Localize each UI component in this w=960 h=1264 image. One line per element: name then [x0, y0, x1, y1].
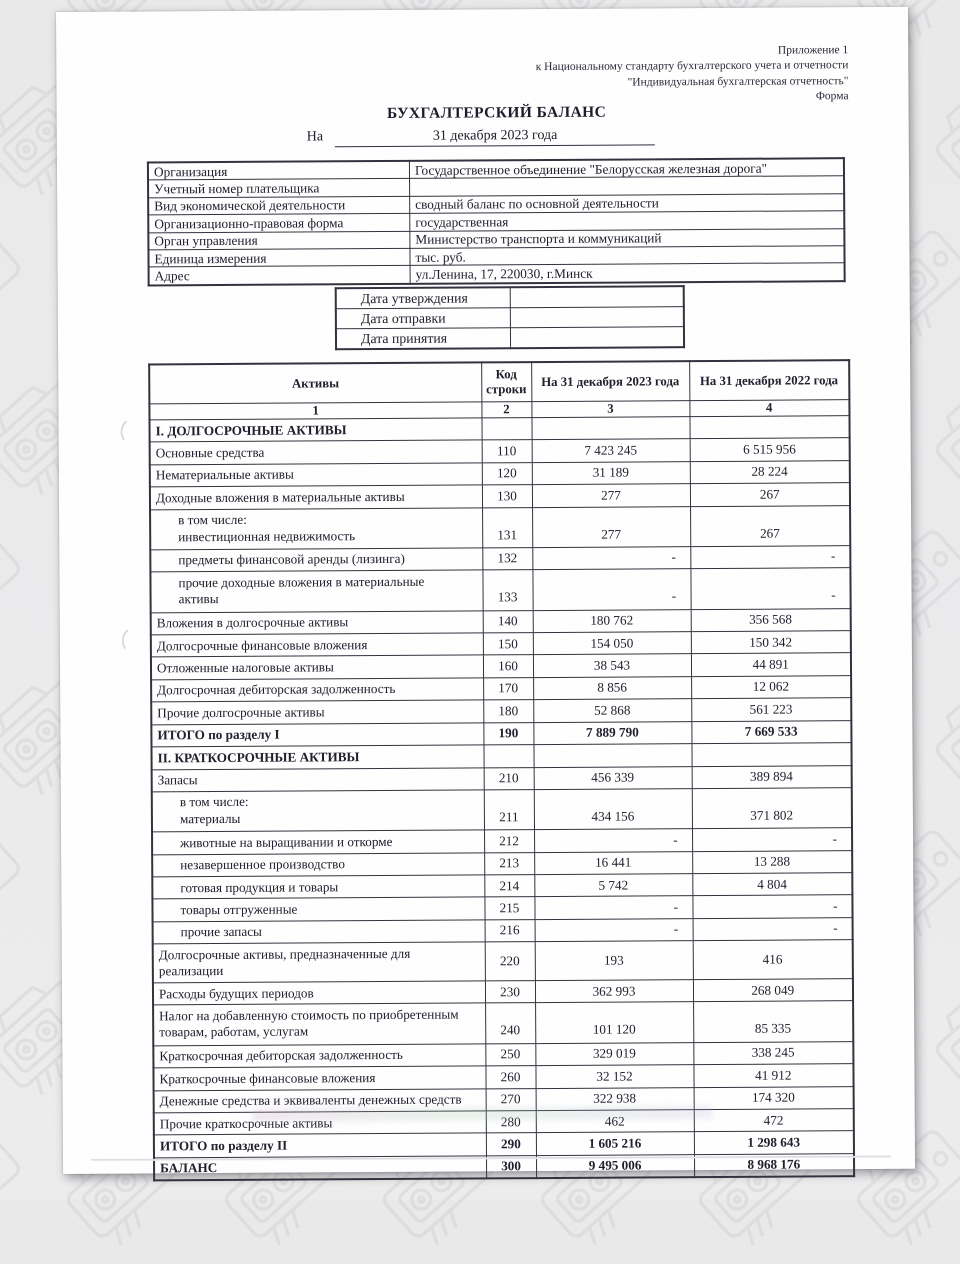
asset-row-value-2022: 28 224 [690, 460, 850, 483]
asset-row-label: Долгосрочная дебиторская задолженность [151, 678, 483, 702]
asset-row-value-2023: - [534, 896, 692, 919]
asset-row-label: Налог на добавленную стоимость по приобретенным товарам, работам, услугам [153, 1003, 485, 1045]
asset-row-code: 180 [483, 700, 533, 723]
asset-row-value-2022: 472 [694, 1109, 854, 1132]
asset-row-value-2022: - [693, 917, 853, 940]
cassette-recorder-pattern-icon [0, 501, 45, 663]
asset-row-label: ИТОГО по разделу II [154, 1133, 486, 1157]
form-reference-line: Форма [815, 90, 849, 103]
asset-row-label: Вложения в долгосрочные активы [151, 611, 483, 635]
asset-row-label: в том числе: инвестиционная недвижимость [150, 508, 482, 550]
asset-row-value-2022: - [690, 568, 850, 609]
org-info-value: тыс. руб. [410, 246, 845, 266]
asset-row-value-2022: 268 049 [693, 979, 853, 1002]
asset-row-label: Отложенные налоговые активы [151, 655, 483, 679]
asset-row-label: готовая продукция и товары [152, 875, 484, 899]
asset-row-value-2023: 32 152 [535, 1065, 693, 1088]
asset-row-value-2023: 16 441 [534, 851, 692, 874]
asset-row-value-2023: 1 605 216 [536, 1132, 694, 1155]
report-date: 31 декабря 2023 года [335, 127, 655, 147]
asset-row-value-2022: 8 968 176 [694, 1153, 854, 1177]
asset-row-code: 216 [485, 919, 535, 942]
asset-row-label: ИТОГО по разделу I [151, 723, 483, 747]
asset-row-code: 150 [483, 633, 533, 656]
asset-row-label: Запасы [152, 767, 484, 791]
asset-row-value-2022: 416 [693, 940, 853, 980]
org-info-row [149, 263, 845, 285]
asset-row-label: II. КРАТКОСРОЧНЫЕ АКТИВЫ [151, 745, 483, 769]
asset-row-value-2023: - [534, 829, 692, 852]
asset-row-code: 260 [485, 1066, 535, 1089]
asset-row-code: 130 [482, 485, 532, 508]
asset-row-value-2023: 38 543 [533, 654, 691, 677]
asset-row-code: 133 [482, 570, 532, 611]
asset-row-value-2022: 267 [690, 505, 850, 546]
asset-row-value-2022: 356 568 [691, 608, 851, 631]
asset-row-value-2023: - [532, 569, 690, 610]
asset-row-value-2022: - [692, 828, 852, 851]
asset-row-value-2023: 362 993 [535, 980, 693, 1003]
page-title: БУХГАЛТЕРСКИЙ БАЛАНС [386, 103, 607, 122]
org-info-label: Организационно-правовая форма [148, 214, 410, 233]
asset-row-code [483, 745, 533, 768]
asset-row-value-2023: 7 889 790 [533, 721, 691, 744]
asset-row-label: Прочие долгосрочные активы [151, 700, 483, 724]
scan-artifact-arc [119, 416, 148, 447]
asset-row-label: Краткосрочная дебиторская задолженность [153, 1044, 485, 1068]
asset-row-value-2023: 31 189 [532, 461, 690, 484]
asset-row-value-2022: 12 062 [691, 676, 851, 699]
scanned-document-page [56, 7, 915, 1174]
date-row-value [510, 307, 684, 328]
asset-row-code: 214 [484, 875, 534, 898]
form-reference-note [268, 43, 848, 108]
column-number: 4 [689, 400, 849, 417]
asset-row-value-2022: 44 891 [691, 653, 851, 676]
asset-row-value-2023: 277 [532, 484, 690, 507]
asset-row-code [481, 418, 531, 441]
assets-header-activy: Активы [149, 362, 481, 404]
asset-row-value-2022: 338 245 [693, 1041, 853, 1064]
org-info-label: Орган управления [148, 231, 410, 250]
asset-row-code: 140 [483, 610, 533, 633]
asset-row-value-2023: 52 868 [533, 699, 691, 722]
date-prefix: На [306, 129, 324, 145]
asset-row-value-2022 [689, 416, 849, 439]
asset-row-value-2023: 7 423 245 [532, 439, 690, 462]
asset-row-code: 211 [484, 790, 534, 831]
asset-row-code: 132 [482, 548, 532, 571]
asset-row-value-2023: 9 495 006 [536, 1154, 694, 1178]
assets-header-row [149, 360, 849, 404]
date-row-value [510, 327, 684, 349]
org-info-label: Адрес [149, 266, 411, 285]
scan-artifact-arc [120, 625, 149, 656]
org-info-value: Министерство транспорта и коммуникаций [410, 228, 845, 248]
column-number: 1 [149, 402, 481, 420]
cassette-recorder-pattern-icon [908, 651, 960, 813]
org-info-label: Учетный номер плательщика [148, 179, 410, 198]
date-row-label: Дата принятия [336, 328, 511, 350]
table-row [153, 940, 853, 983]
asset-row-value-2023: 193 [535, 941, 693, 981]
asset-row-value-2023: 8 856 [533, 677, 691, 700]
date-row-value [510, 286, 684, 308]
asset-row-value-2022: 150 342 [691, 631, 851, 654]
asset-row-value-2023: 434 156 [534, 789, 692, 830]
asset-row-code: 160 [483, 655, 533, 678]
form-reference-line: "Индивидуальная бухгалтерская отчетность" [627, 74, 849, 89]
asset-row-value-2023: - [532, 547, 690, 570]
asset-row-label: предметы финансовой аренды (лизинга) [150, 548, 482, 572]
asset-row-value-2022: 85 335 [693, 1001, 853, 1042]
org-info-label: Организация [148, 161, 410, 180]
asset-row-value-2022: 7 669 533 [691, 720, 851, 743]
asset-row-code: 290 [486, 1133, 536, 1156]
asset-row-code: 131 [482, 507, 532, 548]
cassette-recorder-pattern-icon [0, 801, 45, 963]
asset-row-code: 230 [485, 981, 535, 1004]
asset-row-value-2022: - [692, 895, 852, 918]
date-row [336, 286, 684, 309]
asset-row-code: 210 [484, 767, 534, 790]
cassette-recorder-pattern-icon [0, 0, 45, 64]
assets-table [148, 359, 855, 1181]
asset-row-code: 170 [483, 677, 533, 700]
asset-row-label: животные на выращивании и откорме [152, 830, 484, 854]
asset-row-label: Долгосрочные финансовые вложения [151, 633, 483, 657]
asset-row-value-2022: 389 894 [692, 765, 852, 788]
asset-row-value-2022: 371 802 [692, 788, 852, 829]
asset-row-code: 190 [483, 722, 533, 745]
asset-row-label: прочие запасы [153, 920, 485, 944]
asset-row-value-2023: 329 019 [535, 1042, 693, 1065]
asset-row-code: 220 [485, 942, 535, 981]
asset-row-value-2023: 180 762 [533, 609, 691, 632]
asset-row-value-2023: 154 050 [533, 632, 691, 655]
assets-header-code: Код строки [481, 362, 531, 402]
asset-row-label: Денежные средства и эквиваленты денежных средств [154, 1088, 486, 1112]
asset-row-label: Прочие краткосрочные активы [154, 1111, 486, 1135]
asset-row-value-2023: 277 [532, 506, 690, 547]
asset-row-code: 212 [484, 830, 534, 853]
asset-row-value-2023: 462 [536, 1110, 694, 1133]
asset-row-value-2022 [691, 743, 851, 766]
date-row [336, 327, 684, 350]
dates-table [335, 285, 685, 350]
table-row [152, 788, 852, 833]
asset-row-label: прочие доходные вложения в материальные активы [150, 570, 482, 612]
asset-row-code: 215 [484, 897, 534, 920]
asset-row-value-2023: 101 120 [535, 1002, 693, 1043]
assets-table-body [149, 416, 854, 1181]
asset-row-value-2022: 174 320 [694, 1086, 854, 1109]
table-row [153, 1001, 853, 1046]
asset-row-label: Основные средства [150, 440, 482, 464]
asset-row-code: 110 [482, 440, 532, 463]
column-number: 2 [481, 402, 531, 418]
asset-row-label: Нематериальные активы [150, 463, 482, 487]
org-info-value: Государственное объединение "Белорусская железная дорога" [409, 158, 844, 179]
org-info-value: сводный баланс по основной деятельности [410, 193, 845, 213]
asset-row-code: 240 [485, 1003, 535, 1044]
asset-row-value-2023: 5 742 [534, 874, 692, 897]
asset-row-label: Доходные вложения в материальные активы [150, 485, 482, 509]
report-date-line [147, 126, 847, 148]
asset-row-value-2022: 41 912 [693, 1064, 853, 1087]
table-row [150, 568, 850, 613]
asset-row-label: товары отгруженные [152, 897, 484, 921]
date-row-label: Дата отправки [336, 308, 511, 329]
cassette-recorder-pattern-icon [0, 201, 45, 363]
column-number: 3 [531, 401, 689, 418]
assets-header-2023: На 31 декабря 2023 года [531, 361, 689, 401]
asset-row-label: Долгосрочные активы, предназначенные для реализации [153, 942, 485, 983]
asset-row-value-2022: 4 804 [692, 873, 852, 896]
asset-row-value-2022: - [690, 546, 850, 569]
asset-row-value-2022: 13 288 [692, 850, 852, 873]
asset-row-label: Краткосрочные финансовые вложения [153, 1066, 485, 1090]
organization-info-table [147, 157, 846, 286]
asset-row-value-2022: 561 223 [691, 698, 851, 721]
asset-row-value-2023: 322 938 [536, 1087, 694, 1110]
table-row [150, 505, 850, 550]
org-info-label: Единица измерения [148, 248, 410, 267]
cassette-recorder-pattern-icon [908, 951, 960, 1113]
cassette-recorder-pattern-icon [0, 1101, 45, 1263]
cassette-recorder-pattern-icon [908, 351, 960, 513]
org-info-value: ул.Ленина, 17, 220030, г.Минск [410, 263, 845, 284]
asset-row-code: 300 [486, 1155, 536, 1178]
asset-row-value-2022: 6 515 956 [690, 438, 850, 461]
asset-row-value-2023 [531, 417, 689, 440]
date-row [336, 307, 684, 329]
org-info-label: Вид экономической деятельности [148, 196, 410, 215]
asset-row-code: 120 [482, 462, 532, 485]
asset-row-value-2023: - [535, 918, 693, 941]
asset-row-label: Расходы будущих периодов [153, 981, 485, 1005]
asset-row-value-2023: 456 339 [534, 766, 692, 789]
asset-row-code: 213 [484, 852, 534, 875]
asset-row-label: незавершенное производство [152, 853, 484, 877]
asset-row-value-2022: 267 [690, 483, 850, 506]
org-info-value: государственная [410, 211, 845, 231]
asset-row-label: в том числе: материалы [152, 790, 484, 832]
form-reference-line: к Национальному стандарту бухгалтерского учета и отчетности [535, 59, 849, 74]
asset-row-code: 270 [486, 1088, 536, 1111]
assets-header-2022: На 31 декабря 2022 года [689, 360, 849, 400]
asset-row-label: БАЛАНС [154, 1156, 486, 1181]
form-reference-line: Приложение 1 [777, 44, 849, 57]
asset-row-code: 250 [485, 1043, 535, 1066]
asset-row-code: 280 [486, 1111, 536, 1134]
cassette-recorder-pattern-icon [908, 51, 960, 213]
asset-row-value-2022: 1 298 643 [694, 1131, 854, 1154]
date-row-label: Дата утверждения [336, 287, 511, 309]
asset-row-value-2023 [533, 744, 691, 767]
asset-row-label: I. ДОЛГОСРОЧНЫЕ АКТИВЫ [149, 418, 481, 442]
